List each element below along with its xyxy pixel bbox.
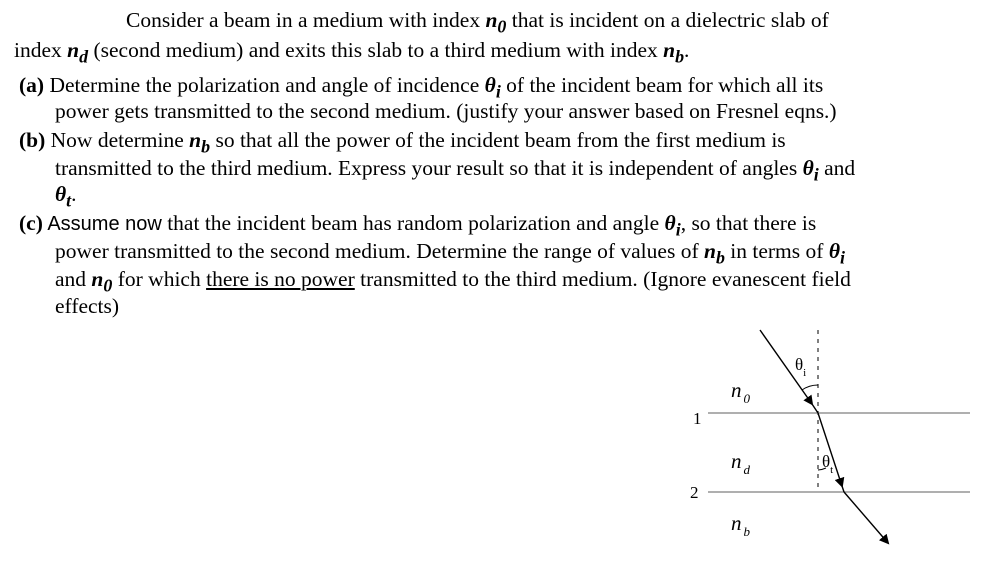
theta-i-symbol: $\theta_i$ bbox=[828, 239, 845, 268]
nb-symbol: $n_b$ bbox=[189, 128, 211, 157]
text: Consider a beam in a medium with index bbox=[126, 8, 486, 32]
angle-arc-i bbox=[802, 385, 818, 390]
part-a-line-2: power gets transmitted to the second medium. (justify your answer based on Fresnel eqns.) bbox=[55, 99, 837, 123]
incident-ray-tail bbox=[812, 404, 818, 413]
theta-i-symbol: $\theta_i$ bbox=[484, 73, 501, 102]
part-a-tag: (a) bbox=[19, 73, 45, 97]
part-c-line-1: (c) Assume now that the incident beam has random polarization and angle $\theta_i$, so that there is bbox=[19, 211, 817, 240]
theta-t-symbol: $\theta_t$ bbox=[55, 182, 72, 211]
intro-line-2: index $n_d$ (second medium) and exits this slab to a third medium with index $n_b$. bbox=[14, 38, 690, 67]
label-theta-i: $\theta_i$ bbox=[795, 355, 807, 379]
nd-symbol: $n_d$ bbox=[67, 38, 89, 67]
part-b-line-1: (b) Now determine $n_b$ so that all the power of the incident beam from the first medium is bbox=[19, 128, 786, 157]
label-nb: n $_b$ bbox=[731, 511, 750, 539]
n0-symbol: $n_0$ bbox=[485, 8, 507, 37]
part-c-line-4: effects) bbox=[55, 294, 120, 318]
part-b-line-3: $\theta_t$. bbox=[55, 182, 77, 211]
part-b-tag: (b) bbox=[19, 128, 46, 152]
part-c-line-2: power transmitted to the second medium. Determine the range of values of $n_b$ in terms of $\theta_i$ bbox=[55, 239, 845, 268]
interface-label-2: 2 bbox=[690, 483, 699, 502]
label-theta-t: $\theta_t$ bbox=[822, 452, 834, 476]
label-n0: n $_0$ bbox=[731, 378, 750, 406]
nb-symbol: $n_b$ bbox=[703, 239, 725, 268]
part-a-line-1: (a) Determine the polarization and angle of incidence $\theta_i$ of the incident beam for which all its bbox=[19, 73, 824, 102]
part-b-line-2: transmitted to the third medium. Express your result so that it is independent of angles $\theta_i$ and bbox=[55, 156, 856, 185]
theta-i-symbol: $\theta_i$ bbox=[664, 211, 681, 240]
nb-symbol: $n_b$ bbox=[663, 38, 685, 67]
theta-i-symbol: $\theta_i$ bbox=[802, 156, 819, 185]
part-c-tag: (c) bbox=[19, 211, 43, 235]
interface-label-1: 1 bbox=[693, 409, 702, 428]
n0-symbol: $n_0$ bbox=[91, 267, 113, 296]
underlined-phrase: there is no power bbox=[206, 267, 355, 291]
part-c-line-3: and $n_0$ for which there is no power transmitted to the third medium. (Ignore evanescent field bbox=[55, 267, 851, 296]
text: that is incident on a dielectric slab of bbox=[506, 8, 829, 32]
label-nd: n $_d$ bbox=[731, 449, 750, 477]
refracted-ray-tail bbox=[842, 486, 844, 492]
exit-ray bbox=[844, 492, 888, 543]
